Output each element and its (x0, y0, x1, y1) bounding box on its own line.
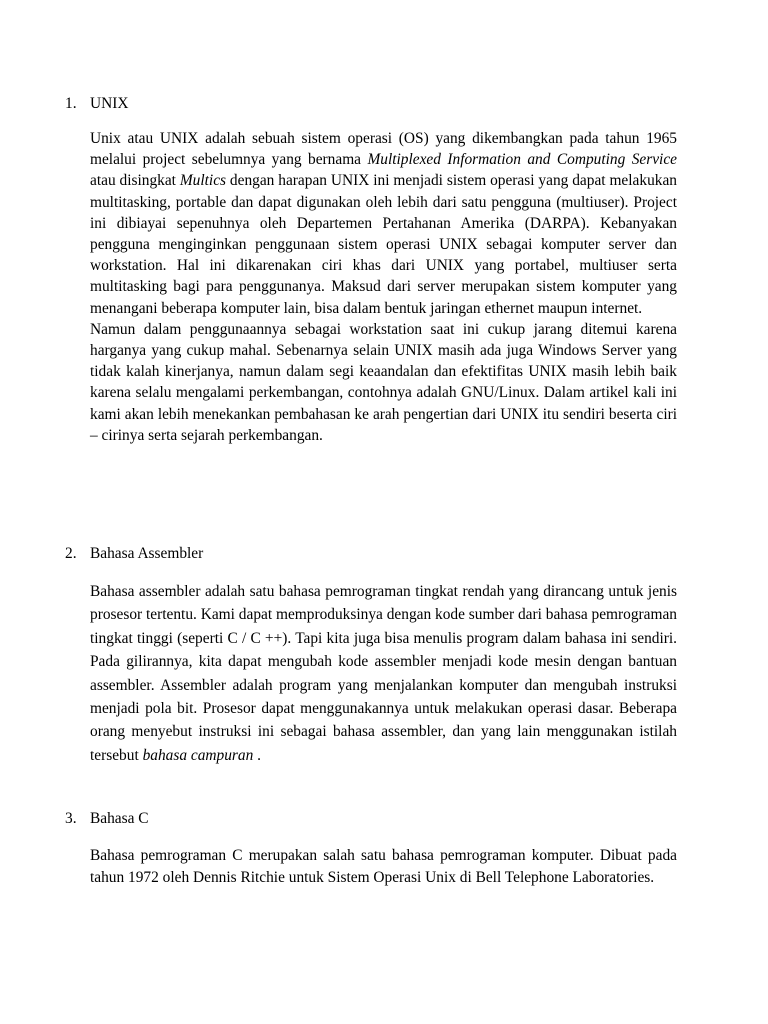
paragraph (90, 845, 677, 888)
paragraph-italic-text: Multics (179, 172, 227, 190)
section-bahasa-c (65, 809, 677, 888)
section-title: Bahasa C (90, 810, 149, 827)
paragraph-text: atau disingkat (90, 172, 180, 190)
section-number: 2. (65, 545, 77, 562)
section-body (90, 128, 677, 446)
paragraph-italic-text: bahasa campuran (142, 746, 254, 764)
section-assembler (65, 544, 677, 767)
section-number: 3. (65, 810, 77, 827)
paragraph-text: Unix atau UNIX adalah sebuah sistem operasi (OS) yang dikembangkan pada tahun 1965 melalui project sebelumnya yang bernama (90, 130, 677, 169)
paragraph-text: dengan harapan UNIX ini menjadi sistem operasi yang dapat melakukan multitasking, portable dan dapat digunakan oleh lebih dari satu pengguna (multiuser). Project ini dibiayai sepenuhnya oleh Departemen Pertahanan Amerika (DARPA). Kebanyakan pengguna menginginkan penggunaan sistem operasi UNIX sebagai komputer server dan workstation. Hal ini dikarenakan ciri khas dari UNIX yang portabel, multiuser serta multitasking bagi para penggunanya. Maksud dari server merupakan sistem komputer yang menangani beberapa komputer lain, bisa dalam bentuk jaringan ethernet maupun internet. (90, 172, 677, 317)
section-title: Bahasa Assembler (90, 545, 204, 562)
section-heading (65, 809, 677, 829)
paragraph-italic-text: Multiplexed Information and Computing Service (367, 151, 677, 169)
paragraph-text: . (253, 746, 262, 764)
section-number: 1. (65, 95, 77, 112)
section-heading (65, 544, 677, 564)
section-unix (65, 94, 677, 446)
section-body (90, 580, 677, 767)
paragraph (90, 128, 677, 319)
paragraph (90, 319, 677, 446)
paragraph-text: Bahasa pemrograman C merupakan salah satu bahasa pemrograman komputer. Dibuat pada tahun 1972 oleh Dennis Ritchie untuk Sistem Operasi Unix di Bell Telephone Laboratories. (90, 847, 677, 886)
section-title: UNIX (90, 95, 129, 112)
paragraph-text: Bahasa assembler adalah satu bahasa pemrograman tingkat rendah yang dirancang untuk jenis prosesor tertentu. Kami dapat memproduksinya dengan kode sumber dari bahasa pemrograman tingkat tinggi (seperti C / C ++). Tapi kita juga bisa menulis program dalam bahasa ini sendiri. Pada gilirannya, kita dapat mengubah kode assembler menjadi kode mesin dengan bantuan assembler. Assembler adalah program yang menjalankan komputer dan mengubah instruksi menjadi pola bit. Prosesor dapat menggunakannya untuk melakukan operasi dasar. Beberapa orang menyebut instruksi ini sebagai bahasa assembler, dan yang lain menggunakan istilah tersebut (90, 583, 677, 764)
paragraph (90, 580, 677, 767)
section-heading (65, 94, 677, 114)
paragraph-text: Namun dalam penggunaannya sebagai workstation saat ini cukup jarang ditemui karena harganya yang cukup mahal. Sebenarnya selain UNIX masih ada juga Windows Server yang tidak kalah kinerjanya, namun dalam segi keaandalan dan efektifitas UNIX masih lebih baik karena selalu mengalami perkembangan, contohnya adalah GNU/Linux. Dalam artikel kali ini kami akan lebih menekankan pembahasan ke arah pengertian dari UNIX itu sendiri beserta ciri – cirinya serta sejarah perkembangan. (90, 320, 677, 444)
section-body (90, 845, 677, 888)
